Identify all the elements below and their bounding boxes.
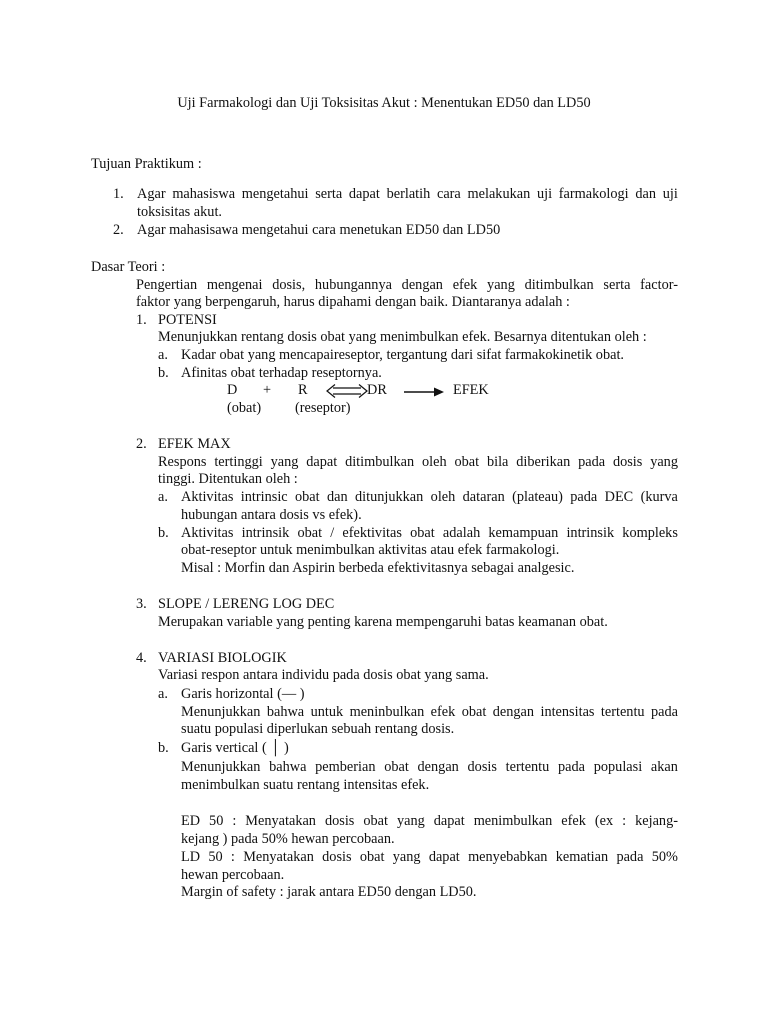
ed50-definition-line1: ED 50 : Menyatakan dosis obat yang dapat menimbulkan efek (ex : kejang-	[181, 813, 678, 829]
section-1-desc: Menunjukkan rentang dosis obat yang menimbulkan efek. Besarnya ditentukan oleh :	[158, 329, 647, 345]
equation-r: R	[298, 382, 308, 398]
section-2-b-line1: Aktivitas intrinsik obat / efektivitas obat adalah kemampuan intrinsik kompleks	[181, 525, 678, 541]
ld50-definition-line2: hewan percobaan.	[181, 867, 285, 883]
ld50-definition-line1: LD 50 : Menyatakan dosis obat yang dapat menyebabkan kematian pada 50%	[181, 849, 678, 865]
section-2-title: EFEK MAX	[158, 436, 231, 452]
section-1-number: 1.	[136, 312, 147, 328]
section-1-b-text: Afinitas obat terhadap reseptornya.	[181, 365, 382, 381]
section-4-b-line1: Menunjukkan bahwa pemberian obat dengan dosis tertentu pada populasi akan	[181, 759, 678, 775]
section-2-a-line2: hubungan antara dosis vs efek).	[181, 507, 362, 523]
right-arrow-icon	[404, 386, 444, 398]
section-4-a-title: Garis horizontal (— )	[181, 686, 305, 702]
equation-efek: EFEK	[453, 382, 489, 398]
section-4-title: VARIASI BIOLOGIK	[158, 650, 287, 666]
document-title: Uji Farmakologi dan Uji Toksisitas Akut : Menentukan ED50 dan LD50	[177, 95, 591, 111]
section-1-title: POTENSI	[158, 312, 217, 328]
double-arrow-icon	[325, 384, 369, 398]
section-1-b-label: b.	[158, 365, 169, 381]
section-4-a-label: a.	[158, 686, 168, 702]
equation-dr: DR	[367, 382, 387, 398]
equation-plus: +	[263, 382, 272, 398]
section-2-b-line2: obat-reseptor untuk menimbulkan aktivitas atau efek farmakologi.	[181, 542, 560, 558]
section-4-number: 4.	[136, 650, 147, 666]
tujuan-item-2-line1: Agar mahasisawa mengetahui cara menetukan ED50 dan LD50	[137, 222, 501, 238]
section-1-a-label: a.	[158, 347, 168, 363]
section-2-b-label: b.	[158, 525, 169, 541]
section-4-desc: Variasi respon antara individu pada dosis obat yang sama.	[158, 667, 489, 683]
section-2-a-label: a.	[158, 489, 168, 505]
section-3-desc: Merupakan variable yang penting karena mempengaruhi batas keamanan obat.	[158, 614, 608, 630]
section-2-a-line1: Aktivitas intrinsic obat dan ditunjukkan oleh dataran (plateau) pada DEC (kurva	[181, 489, 678, 505]
section-2-desc-line1: Respons tertinggi yang dapat ditimbulkan oleh obat bila diberikan pada dosis yang	[158, 454, 678, 470]
dasar-intro-line1: Pengertian mengenai dosis, hubungannya dengan efek yang ditimbulkan serta factor-	[136, 277, 678, 293]
section-1-a-text: Kadar obat yang mencapaireseptor, tergantung dari sifat farmakokinetik obat.	[181, 347, 624, 363]
section-4-b-title: Garis vertical ( │ )	[181, 740, 289, 756]
tujuan-item-1-number: 1.	[113, 186, 124, 202]
dasar-intro-line2: faktor yang berpengaruh, harus dipahami dengan baik. Diantaranya adalah :	[136, 294, 570, 310]
section-4-b-label: b.	[158, 740, 169, 756]
section-3-title: SLOPE / LERENG LOG DEC	[158, 596, 335, 612]
section-2-b-line3: Misal : Morfin dan Aspirin berbeda efektivitasnya sebagai analgesic.	[181, 560, 575, 576]
section-2-number: 2.	[136, 436, 147, 452]
section-4-a-line2: suatu populasi diperlukan sebuah rentang dosis.	[181, 721, 455, 737]
section-2-desc-line2: tinggi. Ditentukan oleh :	[158, 471, 298, 487]
dasar-teori-heading: Dasar Teori :	[91, 259, 166, 275]
equation-d: D	[227, 382, 238, 398]
margin-of-safety: Margin of safety : jarak antara ED50 dengan LD50.	[181, 884, 477, 900]
tujuan-heading: Tujuan Praktikum :	[91, 156, 202, 172]
section-3-number: 3.	[136, 596, 147, 612]
section-4-b-line2: menimbulkan suatu rentang intensitas efek.	[181, 777, 430, 793]
section-4-a-line1: Menunjukkan bahwa untuk meninbulkan efek obat dengan intensitas tertentu pada	[181, 704, 678, 720]
tujuan-item-1-line1: Agar mahasiswa mengetahui serta dapat berlatih cara melakukan uji farmakologi dan uji	[137, 186, 678, 202]
equation-reseptor-label: (reseptor)	[295, 400, 351, 416]
ed50-definition-line2: kejang ) pada 50% hewan percobaan.	[181, 831, 395, 847]
tujuan-item-1-line2: toksisitas akut.	[137, 204, 222, 220]
tujuan-item-2-number: 2.	[113, 222, 124, 238]
equation-obat-label: (obat)	[227, 400, 262, 416]
